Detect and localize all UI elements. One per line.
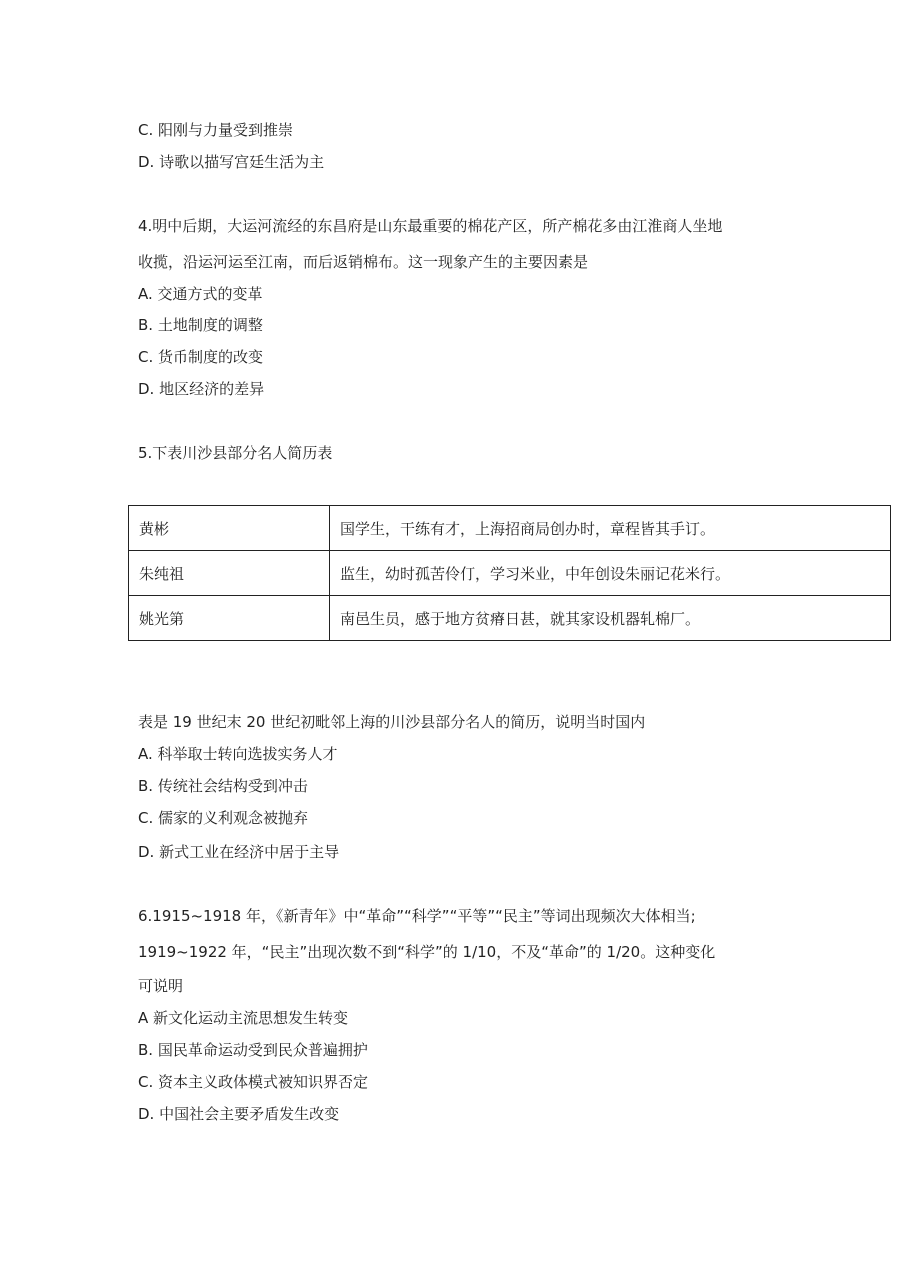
q5-option-a: A. 科举取士转向选拔实务人才 [138,745,338,763]
q4-option-c: C. 货币制度的改变 [138,348,264,366]
q6-option-d: D. 中国社会主要矛盾发生改变 [138,1105,340,1123]
q6-option-c: C. 资本主义政体模式被知识界否定 [138,1073,369,1091]
table-row [129,551,891,596]
table-row [129,596,891,641]
table-cell-bio: 监生，幼时孤苦伶仃，学习米业，中年创设朱丽记花米行。 [330,551,891,596]
q5-question: 表是 19 世纪末 20 世纪初毗邻上海的川沙县部分名人的简历，说明当时国内 [138,713,646,731]
table-cell-name: 朱纯祖 [129,551,330,596]
q4-option-a: A. 交通方式的变革 [138,285,263,303]
table-row [129,506,891,551]
q5-option-d: D. 新式工业在经济中居于主导 [138,843,340,861]
table-cell-bio: 南邑生员，感于地方贫瘠日甚，就其家设机器轧棉厂。 [330,596,891,641]
q6-stem-line2: 1919~1922 年，“民主”出现次数不到“科学”的 1/10，不及“革命”的 1/20。这种变化 [138,943,716,961]
q5-option-c: C. 儒家的义利观念被抛弃 [138,809,309,827]
q4-stem-line1: 4.明中后期，大运河流经的东昌府是山东最重要的棉花产区，所产棉花多由江淮商人坐地 [138,217,723,235]
table-cell-name: 姚光第 [129,596,330,641]
q6-stem-line1: 6.1915~1918 年，《新青年》中“革命”“科学”“平等”“民主”等词出现频次大体相当; [138,907,696,925]
table-cell-bio: 国学生，干练有才，上海招商局创办时，章程皆其手订。 [330,506,891,551]
q3-option-d: D. 诗歌以描写宫廷生活为主 [138,153,325,171]
q5-option-b: B. 传统社会结构受到冲击 [138,777,308,795]
q4-option-d: D. 地区经济的差异 [138,380,265,398]
q3-option-c: C. 阳刚与力量受到推崇 [138,121,294,139]
q6-option-b: B. 国民革命运动受到民众普遍拥护 [138,1041,368,1059]
q6-option-a: A 新文化运动主流思想发生转变 [138,1009,349,1027]
q4-stem-line2: 收揽，沿运河运至江南，而后返销棉布。这一现象产生的主要因素是 [138,253,589,271]
q6-stem-line3: 可说明 [138,977,184,995]
q4-option-b: B. 土地制度的调整 [138,316,263,334]
q5-stem: 5.下表川沙县部分名人简历表 [138,444,333,462]
table-cell-name: 黄彬 [129,506,330,551]
biography-table [128,505,891,641]
